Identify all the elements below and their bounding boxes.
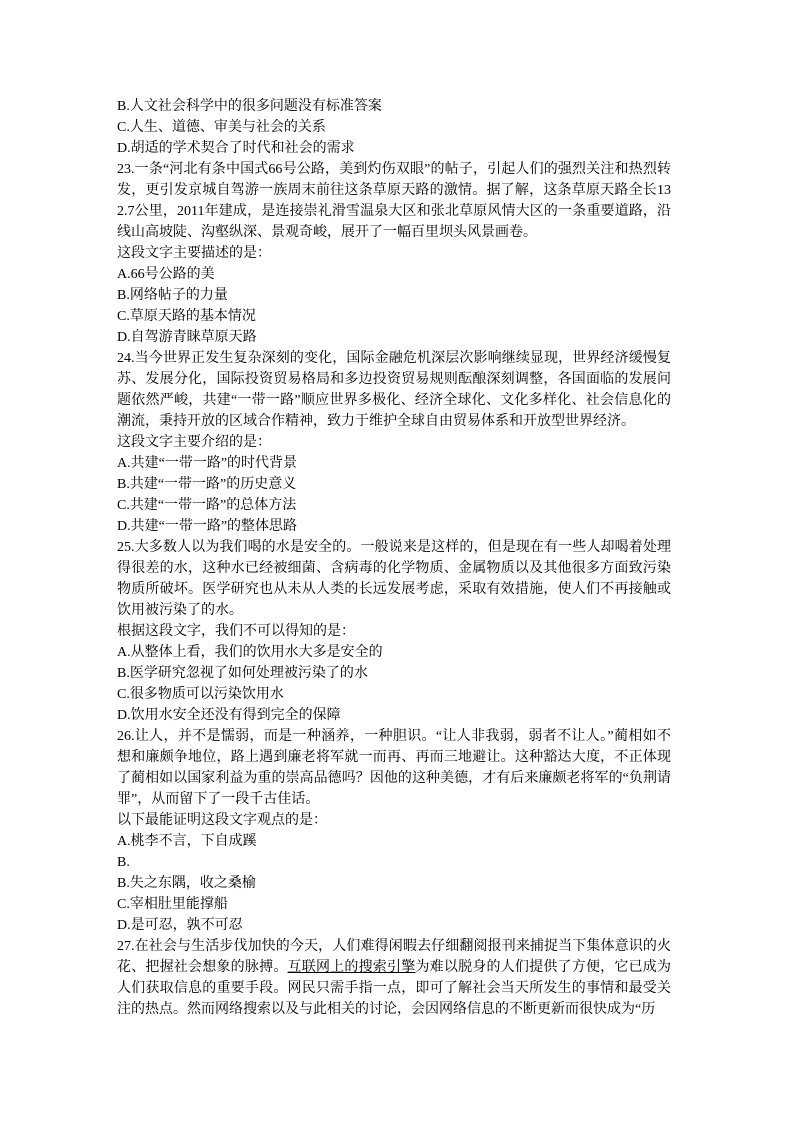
question-23-option-a: A.66号公路的美 xyxy=(117,267,215,282)
question-26-option-a: A.桃李不言，下自成蹊 xyxy=(117,834,257,849)
question-23-option-b: B.网络帖子的力量 xyxy=(117,288,228,303)
question-24-option-d: D.共建“一带一路”的整体思路 xyxy=(117,519,298,534)
question-23-stem: 23.一条“河北有条中国式66号公路，美到灼伤双眼”的帖子，引起人们的强烈关注和热烈转发，更引发京城自驾游一族周末前往这条草原天路的激情。据了解，这条草原天路全长132.7公里，2011年建成，是连接崇礼滑雪温泉大区和张北草原风情大区的一条重要道路，沿线山高坡陡、沟壑纵深、景观奇峻，展开了一幅百里坝头风景画卷。 xyxy=(117,162,671,240)
question-26-option-d: D.是可忍，孰不可忍 xyxy=(117,918,243,933)
question-25-prompt: 根据这段文字，我们不可以得知的是： xyxy=(117,624,355,639)
question-23-option-d: D.自驾游青睐草原天路 xyxy=(117,330,257,345)
question-26-option-c: C.宰相肚里能撑船 xyxy=(117,897,228,912)
carryover-option-b: B.人文社会科学中的很多问题没有标准答案 xyxy=(117,99,382,114)
question-26-prompt: 以下最能证明这段文字观点的是： xyxy=(117,813,327,828)
question-23-prompt: 这段文字主要描述的是： xyxy=(117,246,271,261)
question-25-option-c: C.很多物质可以污染饮用水 xyxy=(117,687,284,702)
question-27-underlined-phrase: 互联网上的搜索引擎 xyxy=(287,960,416,975)
question-27-stem-text: 27.在社会与生活步伐加快的今天，人们难得闲暇去仔细翻阅报刊来捕捉当下集体意识的火花、把握社会想象的脉搏。 xyxy=(117,939,671,975)
exam-content xyxy=(117,96,671,1020)
carryover-option-c: C.人生、道德、审美与社会的关系 xyxy=(117,120,326,135)
question-24-prompt: 这段文字主要介绍的是： xyxy=(117,435,271,450)
question-24-option-a: A.共建“一带一路”的时代背景 xyxy=(117,456,298,471)
question-27-stem xyxy=(117,936,671,1020)
question-23-option-c: C.草原天路的基本情况 xyxy=(117,309,256,324)
question-24-stem: 24.当今世界正发生复杂深刻的变化，国际金融危机深层次影响继续显现，世界经济缓慢复苏、发展分化，国际投资贸易格局和多边投资贸易规则酝酿深刻调整，各国面临的发展问题依然严峻，共建“一带一路”顺应世界多极化、经济全球化、文化多样化、社会信息化的潮流，秉持开放的区域合作精神，致力于维护全球自由贸易体系和开放型世界经济。 xyxy=(117,351,671,429)
carryover-option-d: D.胡适的学术契合了时代和社会的需求 xyxy=(117,141,355,156)
question-25-option-b: B.医学研究忽视了如何处理被污染了的水 xyxy=(117,666,368,681)
question-24-option-b: B.共建“一带一路”的历史意义 xyxy=(117,477,297,492)
question-26-option-b: B.失之东隅，收之桑榆 xyxy=(117,876,256,891)
question-24-option-c: C.共建“一带一路”的总体方法 xyxy=(117,498,297,513)
question-26-option-b-empty: B. xyxy=(117,855,130,870)
question-27-stem-continuation: 为难以脱身的人们提供了方便，它已成为人们获取信息的重要手段。网民只需手指一点，即可了解社会当天所发生的事情和最受关注的热点。然而网络搜索以及与此相关的讨论，会因网络信息的不断更新而很快成为“历 xyxy=(117,960,672,1017)
question-25-option-a: A.从整体上看，我们的饮用水大多是安全的 xyxy=(117,645,383,660)
question-26-stem: 26.让人，并不是懦弱，而是一种涵养，一种胆识。“让人非我弱，弱者不让人。”蔺相如不想和廉颇争地位，路上遇到廉老将军就一而再、再而三地避让。这种豁达大度，不正体现了蔺相如以国家利益为重的崇高品德吗？因他的这种美德，才有后来廉颇老将军的“负荆请罪”，从而留下了一段千古佳话。 xyxy=(117,729,671,807)
question-25-stem: 25.大多数人以为我们喝的水是安全的。一般说来是这样的，但是现在有一些人却喝着处理得很差的水，这种水已经被细菌、含病毒的化学物质、金属物质以及其他很多方面致污染物质所破坏。医学研究也从未从人类的长远发展考虑，采取有效措施，使人们不再接触或饮用被污染了的水。 xyxy=(117,540,671,618)
question-25-option-d: D.饮用水安全还没有得到完全的保障 xyxy=(117,708,341,723)
